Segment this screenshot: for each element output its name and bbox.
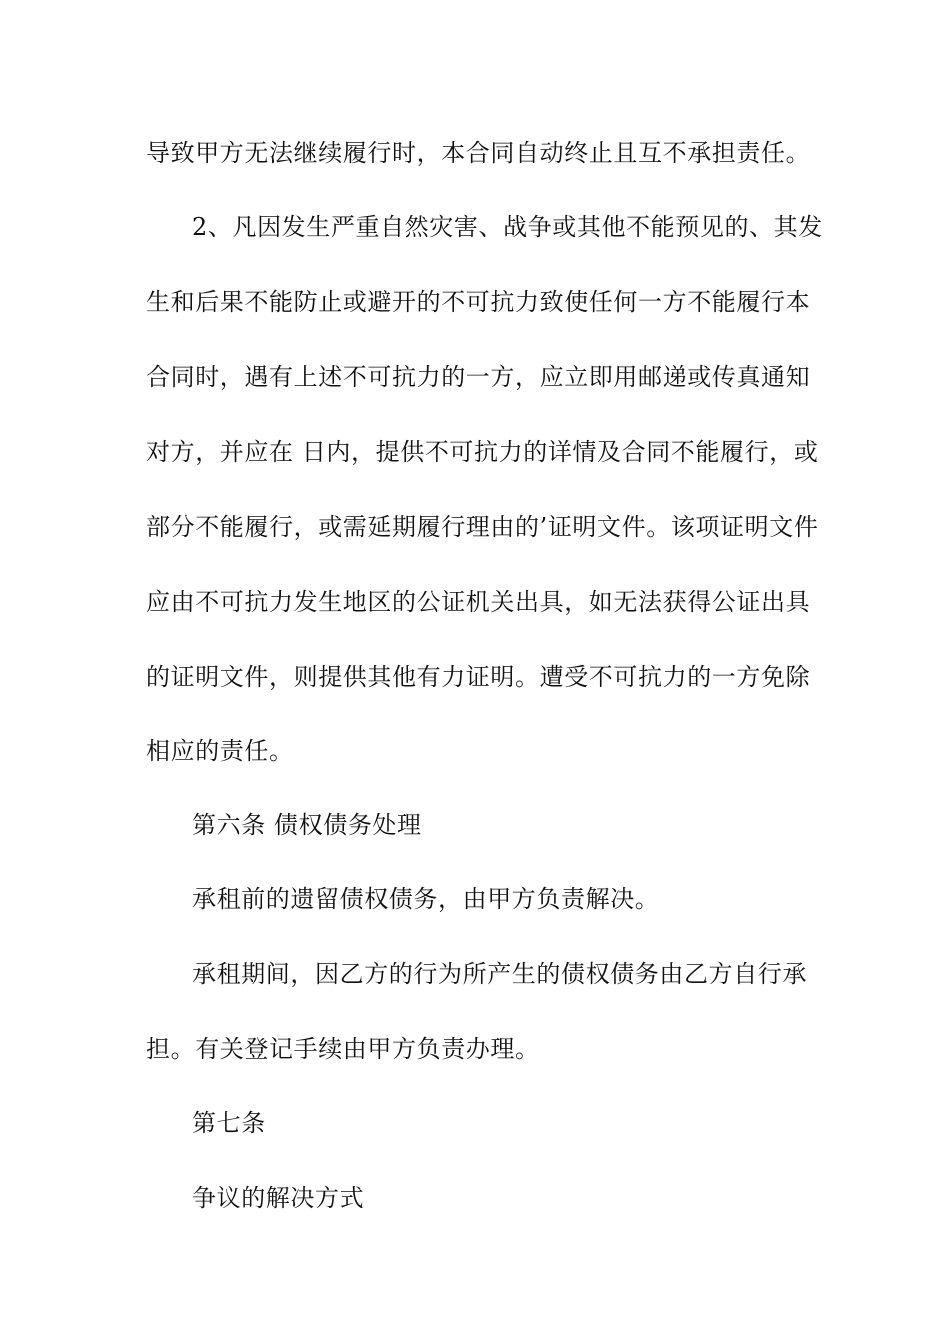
paragraph-line: 的证明文件，则提供其他有力证明。遭受不可抗力的一方免除: [146, 663, 811, 691]
paragraph-line: 导致甲方无法继续履行时，本合同自动终止且互不承担责任。: [146, 139, 811, 167]
article-6-heading: 第六条 债权债务处理: [192, 811, 422, 839]
article-7-heading: 第七条: [192, 1109, 266, 1137]
section-heading: 争议的解决方式: [192, 1184, 365, 1212]
paragraph-line: 合同时，遇有上述不可抗力的一方，应立即用邮递或传真通知: [146, 363, 811, 391]
paragraph-line: 对方，并应在 日内，提供不可抗力的详情及合同不能履行，或: [146, 438, 819, 466]
paragraph-line: 担。有关登记手续由甲方负责办理。: [146, 1035, 540, 1063]
paragraph-line: 承租期间，因乙方的行为所产生的债权债务由乙方自行承: [192, 960, 807, 988]
paragraph-line: 部分不能履行，或需延期履行理由的’证明文件。该项证明文件: [146, 513, 819, 541]
paragraph-line: 应由不可抗力发生地区的公证机关出具，如无法获得公证出具: [146, 588, 811, 616]
paragraph-line: 生和后果不能防止或避开的不可抗力致使任何一方不能履行本: [146, 288, 811, 316]
paragraph-line: 相应的责任。: [146, 737, 294, 765]
clause-2-line: 2、凡因发生严重自然灾害、战争或其他不能预见的、其发: [192, 213, 823, 241]
paragraph-line: 承租前的遗留债权债务，由甲方负责解决。: [192, 885, 660, 913]
